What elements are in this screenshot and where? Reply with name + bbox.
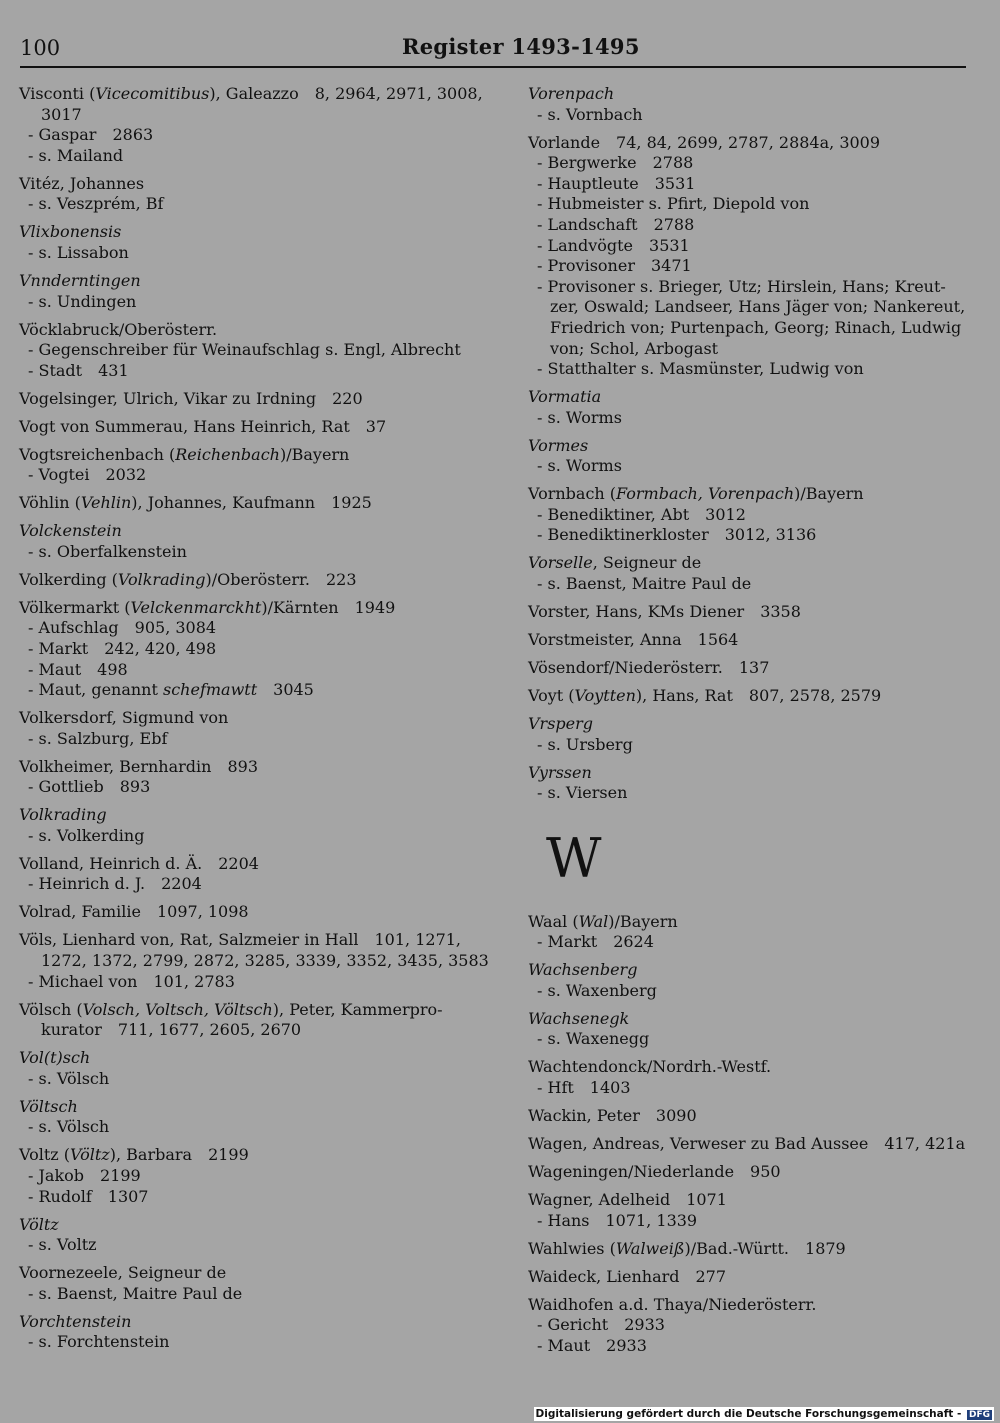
entry-heading: Waidhofen a.d. Thaya/Niederösterr. <box>528 1294 817 1314</box>
entry-subentry: - s. Oberfalkenstein <box>28 541 187 561</box>
entry-continuation: zer, Oswald; Landseer, Hans Jäger von; Nankereut, <box>550 297 966 317</box>
entry-subentry: - Landschaft 2788 <box>537 214 695 234</box>
entry-heading: Völs, Lienhard von, Rat, Salzmeier in Hall 101, 1271, <box>19 930 462 950</box>
index-entry <box>528 1190 973 1231</box>
entry-subentry: - s. Forchtenstein <box>28 1332 170 1352</box>
index-entry <box>528 1295 973 1357</box>
entry-heading: Waal (Wal)/Bayern <box>528 911 678 931</box>
entry-heading: Vorster, Hans, KMs Diener 3358 <box>528 602 801 621</box>
entry-subentry: - Stadt 431 <box>28 360 129 380</box>
index-entry <box>528 630 973 651</box>
entry-subentry: - Michael von 101, 2783 <box>28 971 235 991</box>
entry-heading: Visconti (Vicecomitibus), Galeazzo 8, 2964, 2971, 3008, <box>19 84 483 103</box>
entry-heading: Vlixbonensis <box>19 222 122 242</box>
entry-heading: Volland, Heinrich d. Ä. 2204 <box>19 853 259 873</box>
entry-heading: Völtz <box>19 1214 59 1234</box>
index-entry <box>19 598 484 701</box>
entry-heading: Wachsenegk <box>528 1008 630 1028</box>
entry-heading: Vogtsreichenbach (Reichenbach)/Bayern <box>19 444 350 464</box>
footer-credit <box>534 1407 994 1421</box>
entry-heading: Volrad, Familie 1097, 1098 <box>19 902 249 922</box>
entry-subentry: - Vogtei 2032 <box>28 465 147 485</box>
entry-heading: Vnnderntingen <box>19 270 141 290</box>
entry-heading: Volkrading <box>19 805 107 825</box>
entry-heading: Vrsperg <box>528 713 594 733</box>
index-entry <box>528 763 973 804</box>
entry-subentry: - s. Worms <box>537 456 622 476</box>
entry-heading: Wahlwies (Walweiß)/Bad.-Württ. 1879 <box>528 1238 846 1258</box>
entry-heading: Vöcklabruck/Oberösterr. <box>19 319 218 339</box>
entry-heading: Wagner, Adelheid 1071 <box>528 1189 727 1209</box>
entry-subentry: - Jakob 2199 <box>28 1165 141 1185</box>
index-entry <box>528 1239 973 1260</box>
entry-subentry: - Rudolf 1307 <box>28 1186 149 1206</box>
entry-continuation: 1272, 1372, 2799, 2872, 3285, 3339, 3352, 3435, 3583 <box>41 951 489 971</box>
index-entry <box>19 1048 484 1089</box>
entry-heading: Voornezeele, Seigneur de <box>19 1263 227 1283</box>
index-entry <box>19 902 484 923</box>
entry-heading: Wachtendonck/Nordrh.-Westf. <box>528 1057 772 1077</box>
page-number: 100 <box>20 36 61 60</box>
index-entries-v <box>528 84 973 804</box>
index-entry <box>528 1162 973 1183</box>
entry-subentry: - Gegenschreiber für Weinaufschlag s. Engl, Albrecht <box>28 340 461 360</box>
entry-heading: Vösendorf/Niederösterr. 137 <box>528 657 770 677</box>
index-entry <box>528 602 973 623</box>
entry-subentry: - Maut 498 <box>28 659 128 679</box>
index-entry <box>19 521 484 562</box>
entry-subentry: - Hauptleute 3531 <box>537 173 696 193</box>
entry-subentry: - Aufschlag 905, 3084 <box>28 618 217 638</box>
entry-heading: Volkersdorf, Sigmund von <box>19 708 229 728</box>
entry-subentry: - s. Waxenberg <box>537 980 657 1000</box>
index-column-left <box>19 84 489 1360</box>
entry-subentry: - Provisoner s. Brieger, Utz; Hirslein, Hans; Kreut- <box>537 276 946 296</box>
entry-heading: Vorchtenstein <box>19 1311 132 1331</box>
index-entry <box>19 445 484 486</box>
entry-subentry: - Hft 1403 <box>537 1078 631 1098</box>
entry-subentry: - s. Lissabon <box>28 242 129 262</box>
dfg-logo: DFG <box>968 1410 990 1420</box>
index-entry <box>528 912 973 953</box>
entry-subentry: - s. Volkerding <box>28 825 145 845</box>
index-entry <box>19 570 484 591</box>
entry-heading: Volckenstein <box>19 521 122 541</box>
index-entry <box>528 84 973 125</box>
entry-subentry: - s. Völsch <box>28 1068 110 1088</box>
index-entry <box>528 1106 973 1127</box>
entry-subentry: - s. Waxenegg <box>537 1029 650 1049</box>
index-entry <box>528 658 973 679</box>
entry-subentry: - Bergwerke 2788 <box>537 153 694 173</box>
entry-subentry: - Hubmeister s. Pfirt, Diepold von <box>537 194 810 214</box>
entry-subentry: - Statthalter s. Masmünster, Ludwig von <box>537 359 864 379</box>
entry-subentry: - Maut 2933 <box>537 1335 647 1355</box>
index-entry <box>528 553 973 594</box>
entry-subentry: - Heinrich d. J. 2204 <box>28 874 202 894</box>
index-entries-w <box>528 912 973 1357</box>
entry-continuation: kurator 711, 1677, 2605, 2670 <box>41 1020 302 1040</box>
index-entry <box>528 484 973 546</box>
section-letter: W <box>546 826 602 890</box>
entry-heading: Voyt (Voytten), Hans, Rat 807, 2578, 2579 <box>528 685 882 705</box>
entry-subentry: - s. Mailand <box>28 145 124 165</box>
entry-heading: Vogt von Summerau, Hans Heinrich, Rat 37 <box>19 416 387 436</box>
entry-subentry: - s. Viersen <box>537 783 628 803</box>
entry-subentry: - Benediktiner, Abt 3012 <box>537 504 746 524</box>
entry-heading: Vyrssen <box>528 762 592 782</box>
entry-subentry: - Hans 1071, 1339 <box>537 1210 698 1230</box>
index-entry <box>528 1057 973 1098</box>
entry-heading: Vorenpach <box>528 84 615 103</box>
entry-heading: Vorselle, Seigneur de <box>528 553 702 573</box>
index-entry <box>19 757 484 798</box>
index-entry <box>19 1000 484 1041</box>
entry-subentry: - Maut, genannt schefmawtt 3045 <box>28 680 314 700</box>
entry-heading: Vitéz, Johannes <box>19 173 145 193</box>
entry-subentry: - Landvögte 3531 <box>537 235 690 255</box>
index-entry <box>528 387 973 428</box>
entry-heading: Waideck, Lienhard 277 <box>528 1266 727 1286</box>
entry-heading: Volkerding (Volkrading)/Oberösterr. 223 <box>19 569 357 589</box>
index-entry <box>19 174 484 215</box>
entry-heading: Wageningen/Niederlande 950 <box>528 1161 781 1181</box>
index-entry <box>528 686 973 707</box>
index-entry <box>19 389 484 410</box>
entry-subentry: - s. Ursberg <box>537 734 633 754</box>
index-entry <box>19 1097 484 1138</box>
entry-heading: Vol(t)sch <box>19 1048 91 1068</box>
entry-subentry: - s. Salzburg, Ebf <box>28 728 168 748</box>
entry-heading: Volkheimer, Bernhardin 893 <box>19 756 258 776</box>
entry-heading: Wackin, Peter 3090 <box>528 1106 697 1126</box>
index-entry <box>19 854 484 895</box>
running-head-title: Register 1493-1495 <box>402 34 640 59</box>
index-entry <box>19 708 484 749</box>
entry-subentry: - Gottlieb 893 <box>28 777 151 797</box>
index-entry <box>19 1215 484 1256</box>
entry-subentry: - s. Vornbach <box>537 104 643 124</box>
entry-subentry: - s. Worms <box>537 407 622 427</box>
entry-heading: Vorlande 74, 84, 2699, 2787, 2884a, 3009 <box>528 132 881 152</box>
entry-subentry: - Gaspar 2863 <box>28 125 154 145</box>
entry-heading: Vöhlin (Vehlin), Johannes, Kaufmann 1925 <box>19 493 372 513</box>
entry-heading: Voltz (Völtz), Barbara 2199 <box>19 1145 249 1165</box>
index-entry <box>19 1263 484 1304</box>
entry-subentry: - Gericht 2933 <box>537 1315 665 1335</box>
entry-heading: Wachsenberg <box>528 960 638 980</box>
entry-subentry: - s. Undingen <box>28 291 137 311</box>
index-column-right <box>528 84 973 1364</box>
page-header <box>20 36 966 68</box>
index-entry <box>528 960 973 1001</box>
entry-heading: Vornbach (Formbach, Vorenpach)/Bayern <box>528 484 864 504</box>
entry-subentry: - s. Voltz <box>28 1235 97 1255</box>
entry-subentry: - Markt 242, 420, 498 <box>28 638 217 658</box>
entry-heading: Vorstmeister, Anna 1564 <box>528 629 739 649</box>
index-entry <box>19 1145 484 1207</box>
index-entry <box>528 1009 973 1050</box>
entry-heading: Völsch (Volsch, Voltsch, Völtsch), Peter, Kammerpro- <box>19 999 443 1019</box>
entry-subentry: - Provisoner 3471 <box>537 256 692 276</box>
entry-heading: Vogelsinger, Ulrich, Vikar zu Irdning 220 <box>19 388 363 408</box>
entry-continuation: Friedrich von; Purtenpach, Georg; Rinach, Ludwig <box>550 317 962 337</box>
entry-subentry: - s. Völsch <box>28 1117 110 1137</box>
entry-continuation: 3017 <box>41 104 82 124</box>
index-entry <box>19 84 484 166</box>
index-entry <box>19 271 484 312</box>
index-entry <box>19 222 484 263</box>
index-entry <box>528 1267 973 1288</box>
entry-subentry: - s. Baenst, Maitre Paul de <box>28 1283 243 1303</box>
entry-heading: Vormatia <box>528 387 602 407</box>
entry-subentry: - s. Baenst, Maitre Paul de <box>537 574 752 594</box>
index-entry <box>528 1134 973 1155</box>
index-entry <box>528 133 973 380</box>
entry-heading: Völkermarkt (Velckenmarckht)/Kärnten 1949 <box>19 597 396 617</box>
entry-continuation: von; Schol, Arbogast <box>550 338 719 358</box>
footer-text: Digitalisierung gefördert durch die Deutsche Forschungsgemeinschaft - <box>535 1408 962 1420</box>
index-entry <box>19 493 484 514</box>
index-entry <box>19 930 489 992</box>
entry-heading: Vormes <box>528 435 589 455</box>
entry-subentry: - Benediktinerkloster 3012, 3136 <box>537 525 817 545</box>
index-entry <box>19 805 484 846</box>
entry-heading: Völtsch <box>19 1096 78 1116</box>
entry-subentry: - Markt 2624 <box>537 932 654 952</box>
index-entry <box>19 1312 484 1353</box>
index-entry <box>19 417 484 438</box>
entry-subentry: - s. Veszprém, Bf <box>28 194 164 214</box>
index-entry <box>528 714 973 755</box>
index-entry <box>19 320 484 382</box>
index-entry <box>528 436 973 477</box>
entry-heading: Wagen, Andreas, Verweser zu Bad Aussee 417, 421a <box>528 1134 966 1153</box>
